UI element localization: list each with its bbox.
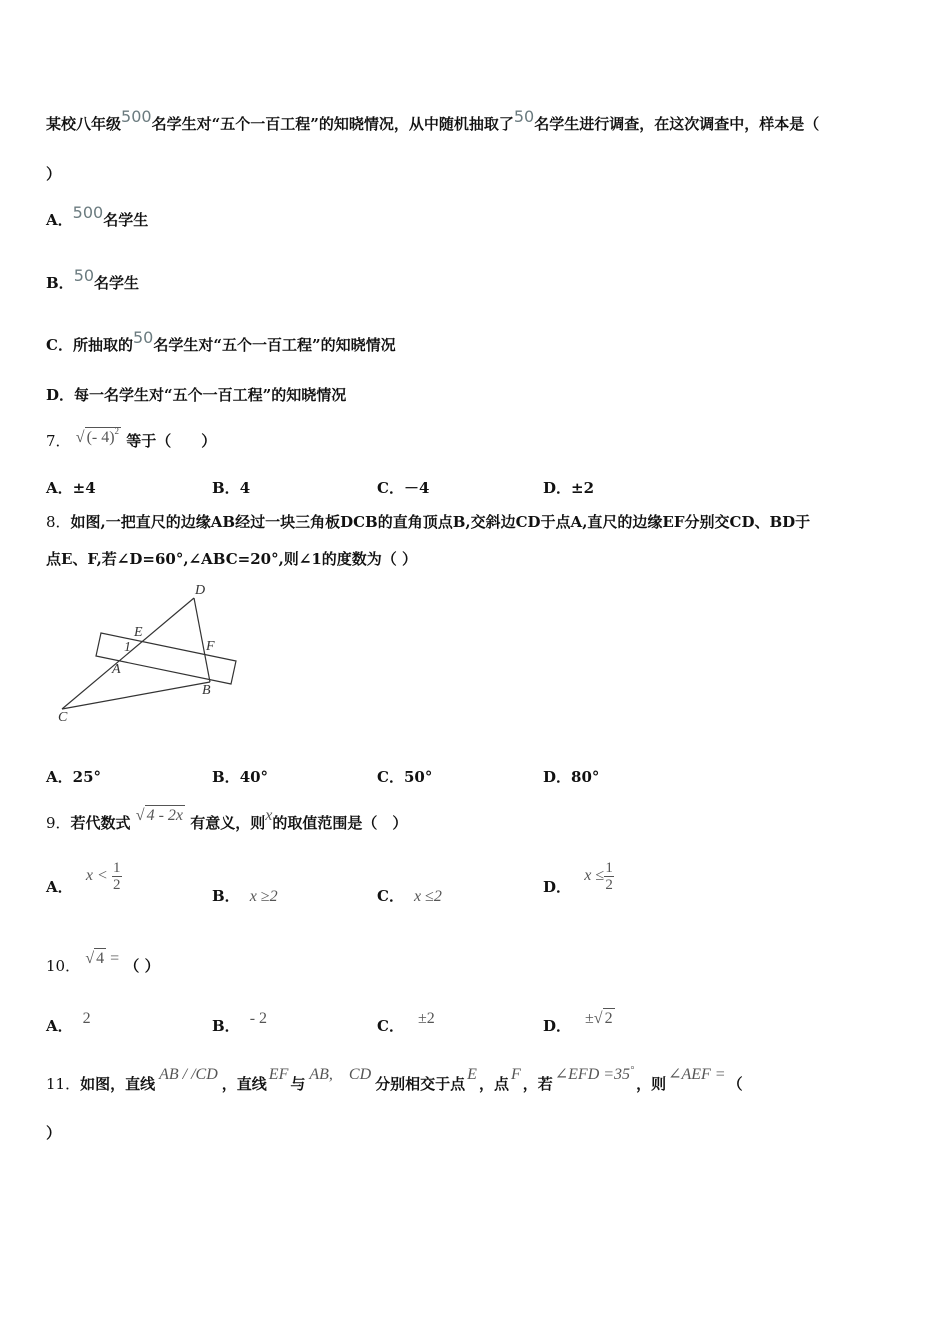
option-text: 40° [239, 768, 269, 786]
q6-stem-part: 名学生进行调查，在这次调查中，样本是（ [534, 115, 820, 133]
option-text: 名学生 [94, 274, 140, 292]
q9-variable: x [265, 807, 273, 824]
label-f: F [206, 639, 215, 654]
triangle-side-cb [62, 682, 210, 709]
q7-stem [46, 426, 217, 453]
q11-math: EF [268, 1066, 289, 1083]
radicand: 4 - 2x [146, 807, 184, 824]
option-text: ±4 [72, 479, 96, 497]
q6-option-a[interactable] [46, 203, 149, 230]
radicand: 4 [96, 950, 105, 967]
option-label: C． [377, 479, 404, 497]
degree-sign: ° [630, 1065, 635, 1076]
q11-math: E [467, 1066, 477, 1083]
label-angle-1: 1 [124, 640, 131, 655]
q11-math: ∠AEF = [668, 1066, 726, 1083]
q6-option-c[interactable] [46, 328, 396, 355]
q6-option-d[interactable] [46, 385, 346, 405]
option-text: －4 [403, 479, 430, 497]
option-lhs: x ≤ [584, 867, 605, 885]
q8-stem-line2: 点E、F,若∠D=60°,∠ABC=20°,则∠1的度数为（ ） [46, 550, 418, 568]
q11-stem-text: 如图，直线 [80, 1075, 156, 1093]
q11-math-part: ∠EFD =35 [554, 1066, 631, 1083]
q6-stem-close: ） [46, 165, 62, 183]
q9-option-d[interactable] [543, 860, 614, 905]
q10-option-d[interactable] [543, 1010, 615, 1037]
q10-option-a[interactable] [46, 1010, 91, 1037]
q9-option-b[interactable] [212, 886, 278, 907]
question-number: 10． [46, 957, 81, 975]
q9-stem-text: 若代数式 [70, 814, 131, 832]
exponent: 2 [114, 426, 120, 436]
q6-stem-part: 某校八年级 [46, 115, 122, 133]
option-text: 25° [72, 768, 102, 786]
label-c: C [58, 710, 68, 725]
option-label: B． [212, 887, 240, 905]
question-number: 11． [46, 1075, 81, 1093]
q6-stem [46, 107, 820, 134]
q8-stem-text: 如图,一把直尺的边缘AB经过一块三角板DCB的直角顶点B,交斜边CD于点A,直尺的边缘EF分别交CD、BD于 [70, 513, 811, 531]
q9-option-a[interactable] [46, 860, 122, 905]
q10-expression: √ 4 = [85, 950, 120, 967]
q10-stem-text: （ ） [124, 957, 160, 975]
q11-stem [46, 1065, 743, 1097]
q11-math [555, 1066, 634, 1083]
option-label: C． [377, 887, 404, 905]
q7-option-d[interactable] [543, 478, 594, 498]
option-label: A． [46, 768, 73, 786]
option-math: ±√ 2 [585, 1010, 613, 1027]
option-math [584, 860, 614, 893]
option-label: C． [377, 1017, 404, 1035]
q11-stem-close: ） [46, 1124, 62, 1142]
q11-stem-text: （ [727, 1075, 743, 1093]
q6-option-b[interactable] [46, 266, 140, 293]
option-num: 50 [73, 266, 95, 285]
option-label: B． [212, 479, 240, 497]
question-number: 8． [46, 513, 71, 531]
option-label: B． [212, 1017, 240, 1035]
q6-stem-part: 名学生对“五个一百工程”的知晓情况，从中随机抽取了 [151, 115, 514, 133]
option-label: D． [543, 878, 572, 897]
option-label: C． [46, 336, 73, 354]
option-text: 所抽取的 [72, 336, 133, 354]
radicand: 2 [604, 1010, 613, 1027]
fraction-numerator: 1 [113, 860, 121, 876]
q7-expression: √ (- 4)$^2$ [76, 429, 121, 446]
equals-sign: = [110, 950, 120, 967]
option-text: 名学生 [103, 211, 149, 229]
option-text: 4 [239, 479, 251, 497]
option-label: A． [46, 211, 73, 229]
option-label: A． [46, 1017, 73, 1035]
fraction-denominator: 2 [605, 877, 613, 893]
option-label: A． [46, 878, 73, 897]
q7-option-a[interactable] [46, 478, 96, 498]
q11-math: AB, CD [309, 1066, 372, 1083]
option-label: D． [543, 479, 572, 497]
q7-stem-text: 等于（ ） [126, 432, 217, 450]
fraction-numerator: 1 [605, 860, 613, 876]
option-text: 80° [571, 768, 600, 786]
q10-option-c[interactable] [377, 1010, 435, 1037]
option-math: 2 [82, 1010, 91, 1027]
q10-stem [46, 950, 160, 977]
q11-stem-text: ，点 [478, 1075, 509, 1093]
q11-stem-text: ，则 [636, 1075, 667, 1093]
label-d: D [195, 583, 206, 598]
q8-stem-line1 [46, 512, 810, 532]
q8-option-a[interactable] [46, 767, 101, 787]
q8-option-c[interactable] [377, 767, 432, 787]
q11-stem-text: 与 [290, 1075, 306, 1093]
q9-option-c[interactable] [377, 886, 442, 907]
q11-math: AB / /CD [159, 1066, 218, 1083]
option-label: A． [46, 479, 73, 497]
q8-figure [50, 578, 250, 728]
q9-stem [46, 807, 408, 834]
label-a: A [112, 662, 121, 677]
fraction-denominator: 2 [113, 877, 121, 893]
option-math: ±2 [417, 1010, 435, 1027]
q10-option-b[interactable] [212, 1010, 268, 1037]
option-math: x ≥2 [249, 888, 278, 905]
q11-stem-text: ，直线 [221, 1075, 267, 1093]
q6-num-500: 500 [121, 107, 152, 126]
option-label: D． [543, 1017, 572, 1035]
question-number: 9． [46, 814, 71, 832]
option-num: 50 [132, 328, 154, 347]
option-num: 500 [72, 203, 104, 222]
q9-stem-text: 有意义，则 [190, 814, 266, 832]
option-math: - 2 [249, 1010, 268, 1027]
label-b: B [202, 683, 211, 698]
option-label: D． [46, 386, 75, 404]
plus-minus: ± [585, 1010, 594, 1027]
q11-stem-text: 分别相交于点 [375, 1075, 466, 1093]
question-number: 7． [46, 432, 71, 450]
q9-expression: √ 4 - 2x [135, 807, 184, 824]
q7-option-b[interactable] [212, 478, 250, 498]
q9-stem-text: 的取值范围是（ ） [272, 814, 408, 832]
q7-option-c[interactable] [377, 478, 429, 498]
option-label: B． [212, 768, 240, 786]
option-text: 每一名学生对“五个一百工程”的知晓情况 [74, 386, 347, 404]
q6-num-50: 50 [513, 107, 535, 126]
option-label: B． [46, 274, 74, 292]
q11-stem-text: ，若 [522, 1075, 553, 1093]
option-math [85, 860, 122, 893]
q8-option-d[interactable] [543, 767, 599, 787]
option-text: 名学生对“五个一百工程”的知晓情况 [153, 336, 396, 354]
label-e: E [134, 625, 143, 640]
radicand: (- 4) [86, 429, 115, 446]
option-math: x ≤2 [413, 888, 442, 905]
option-label: C． [377, 768, 404, 786]
q8-option-b[interactable] [212, 767, 268, 787]
option-text: ±2 [571, 479, 595, 497]
q11-math: F [510, 1066, 521, 1083]
option-lhs: x < [85, 867, 108, 885]
option-label: D． [543, 768, 572, 786]
option-text: 50° [403, 768, 433, 786]
